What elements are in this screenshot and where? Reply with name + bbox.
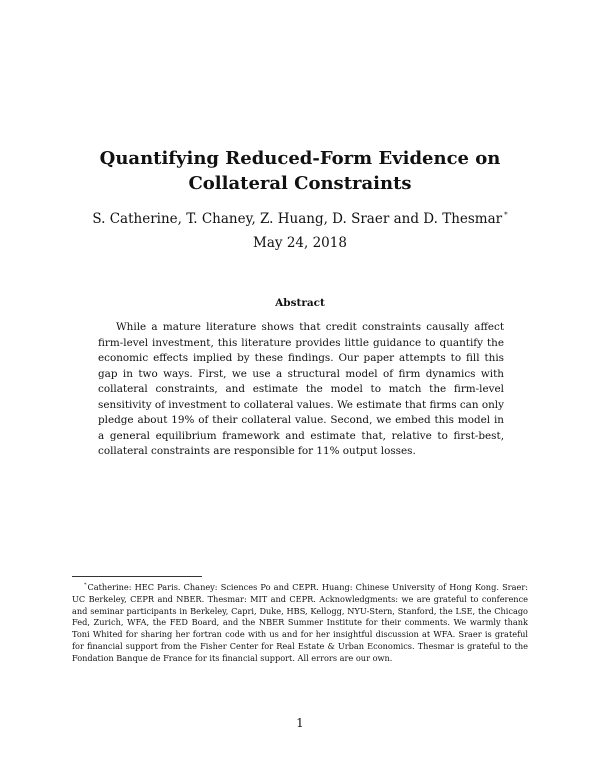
page-number: 1: [296, 716, 304, 730]
footnote: [72, 580, 528, 665]
paper-title: Quantifying Reduced-Form Evidence on Collateral Constraints: [99, 148, 501, 194]
publication-date: May 24, 2018: [253, 235, 347, 251]
author-list: [60, 206, 540, 228]
footnote-text: Catherine: HEC Paris. Chaney: Sciences Po and CEPR. Huang: Chinese University of Hong Kong. Sraer: UC Berkeley, CEPR and NBER. Thesmar: MIT and CEPR. Acknowledgments: we are grateful to conference and seminar participants in Berkeley, Capri, Duke, HBS, Kellogg, NYU-Stern, Stanford, the LSE, the Chicago Fed, Zurich, WFA, the FED Board, and the NBER Summer Institute for their comments. We warmly thank Toni Whited for sharing her fortran code with us and for her insightful discussion at WFA. Sraer is grateful for financial support from the Fisher Center for Real Estate & Urban Economics. Thesmar is grateful to the Fondation Banque de France for its financial support. All errors are our own.: [72, 582, 528, 663]
author-footnote-mark[interactable]: *: [504, 211, 508, 219]
abstract-heading: Abstract: [275, 297, 325, 309]
footnote-divider: [72, 576, 202, 577]
footnote-mark: *: [84, 582, 87, 588]
abstract-text: While a mature literature shows that credit constraints causally affect firm-level investment, this literature provides little guidance to quantify the economic effects implied by these findings. Our paper attempts to fill this gap in two ways. First, we use a structural model of firm dynamics with collateral constraints, and estimate the model to match the firm-level sensitivity of investment to collateral values. We estimate that firms can only pledge about 19% of their collateral value. Second, we embed this model in a general equilibrium framework and estimate that, relative to first-best, collateral constraints are responsible for 11% output losses.: [98, 321, 504, 457]
author-names: S. Catherine, T. Chaney, Z. Huang, D. Sraer and D. Thesmar: [92, 211, 503, 227]
